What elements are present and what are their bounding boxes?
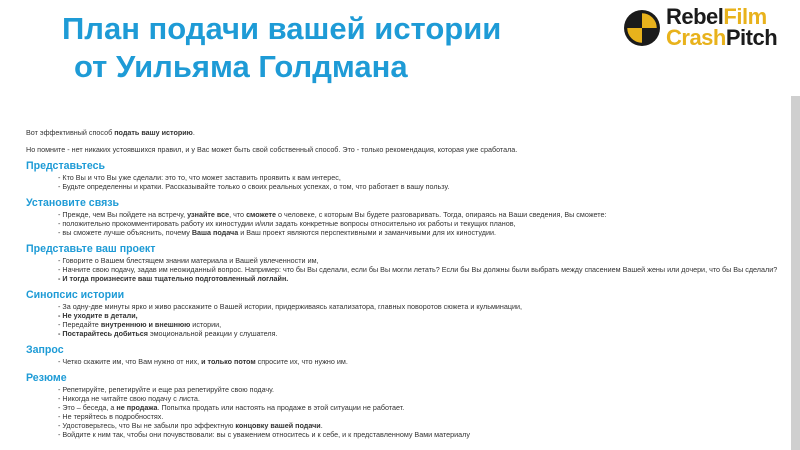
bullet-emphasis: не продажа	[116, 403, 158, 412]
bullet-text: . Попытка продать или настоять на продаже в этой ситуации не работает.	[157, 403, 405, 412]
intro-line-1	[26, 128, 786, 137]
list-item: - Никогда не читайте свою подачу с листа.	[58, 394, 200, 403]
bullet-emphasis: - И тогда произнесите ваш тщательно подготовленный логлайн.	[58, 274, 289, 283]
intro-text-end: .	[192, 128, 195, 137]
page-title-line2: от Уильяма Голдмана	[74, 49, 408, 84]
list-item	[58, 210, 786, 219]
logo-wordmark	[666, 6, 777, 48]
project-bullets	[26, 256, 786, 283]
bullet-text: .	[320, 421, 323, 430]
rebel-film-crash-pitch-logo	[623, 6, 793, 52]
section-title-summary: Резюме	[26, 372, 67, 384]
section-synopsis	[26, 289, 786, 338]
logo-word-crash: Crash	[666, 25, 726, 50]
request-bullets	[26, 357, 786, 366]
list-item: - За одну-две минуты ярко и живо расскажите о Вашей истории, придерживаясь катализатора, главных поворотов сюжета и кульминации,	[58, 302, 523, 311]
list-item: - Не теряйтесь в подробностях.	[58, 412, 164, 421]
section-title-project: Представьте ваш проект	[26, 243, 156, 255]
connect-bullets	[26, 210, 786, 237]
section-title-connect: Установите связь	[26, 197, 120, 209]
bullet-emphasis: внутреннюю и внешнюю	[100, 320, 191, 329]
section-summary	[26, 372, 786, 439]
list-item	[58, 228, 786, 237]
bullet-emphasis: узнайте все	[187, 210, 230, 219]
bullet-text: - вы сможете лучше объяснить, почему	[58, 228, 192, 237]
bullet-emphasis: концовку вашей подачи	[235, 421, 321, 430]
bullet-text: - Это – беседа, а	[58, 403, 117, 412]
section-connect	[26, 197, 786, 237]
logo-word-rebel: Rebel	[666, 4, 724, 29]
bullet-emphasis: Ваша подача	[191, 228, 239, 237]
right-accent-bar	[791, 96, 800, 450]
intro-emphasis: подать вашу историю	[114, 128, 193, 137]
list-item: - Репетируйте, репетируйте и еще раз репетируйте свою подачу.	[58, 385, 275, 394]
list-item	[58, 329, 786, 338]
section-title-synopsis: Синопсис истории	[26, 289, 125, 301]
list-item	[58, 320, 786, 329]
section-request	[26, 344, 786, 366]
section-title-introduce: Представьтесь	[26, 160, 105, 172]
logo-word-pitch: Pitch	[725, 25, 778, 50]
list-item: - Говорите о Вашем блестящем знании материала и Вашей увлеченности им,	[58, 256, 319, 265]
bullet-text: о человеке, с которым Вы будете разговаривать. Тогда, опираясь на Ваши сведения, Вы сможете:	[276, 210, 607, 219]
logo-word-film: Film	[723, 4, 767, 29]
bullet-text: , что	[229, 210, 247, 219]
list-item: - Будьте определенны и кратки. Рассказывайте только о своих реальных успехах, о том, что работает в вашу пользу.	[58, 182, 450, 191]
page-title	[62, 10, 602, 86]
crash-test-target-icon	[623, 9, 661, 47]
intro-line-2: Но помните - нет никаких устоявшихся правил, и у Вас может быть свой собственный способ. Это - только рекомендация, которая уже сработала.	[26, 145, 518, 154]
bullet-text: - Прежде, чем Вы пойдете на встречу,	[58, 210, 188, 219]
introduce-bullets	[26, 173, 786, 191]
slide-content	[26, 128, 786, 439]
section-introduce	[26, 160, 786, 191]
list-item: - Войдите к ним так, чтобы они почувствовали: вы с уважением относитесь и к себе, и к представленному Вами материалу	[58, 430, 470, 439]
list-item	[58, 403, 786, 412]
page-title-line1: План подачи вашей истории	[62, 11, 502, 46]
bullet-text: и Ваш проект являются перспективными и заманчивыми для их киностудии.	[238, 228, 497, 237]
list-item: - Кто Вы и что Вы уже сделали: это то, что может заставить проявить к вам интерес,	[58, 173, 341, 182]
section-project	[26, 243, 786, 283]
bullet-text: - Передайте	[58, 320, 101, 329]
intro-text: Вот эффективный способ	[26, 128, 115, 137]
bullet-text: спросите их, что нужно им.	[255, 357, 348, 366]
bullet-text: истории,	[190, 320, 222, 329]
list-item	[58, 311, 786, 320]
synopsis-bullets	[26, 302, 786, 338]
list-item	[58, 421, 786, 430]
bullet-emphasis: - Постарайтесь добиться	[58, 329, 148, 338]
bullet-text: эмоциональной реакции у слушателя.	[147, 329, 278, 338]
bullet-text: - Удостоверьтесь, что Вы не забыли про эффектную	[58, 421, 236, 430]
bullet-emphasis: и только потом	[201, 357, 256, 366]
list-item	[58, 274, 786, 283]
section-title-request: Запрос	[26, 344, 64, 356]
list-item: - Начните свою подачу, задав им неожиданный вопрос. Например: что бы Вы сделали, если бы Вы могли летать? Если бы Вы должны были выбрать между спасением Вашей жены или дочери, что бы Вы сделали?	[58, 265, 778, 274]
summary-bullets	[26, 385, 786, 439]
bullet-text: - Четко скажите им, что Вам нужно от них,	[58, 357, 202, 366]
list-item: - положительно прокомментировать работу их киностудии и/или задать конкретные вопросы относительно их работы и текущих планов,	[58, 219, 516, 228]
list-item	[58, 357, 786, 366]
bullet-emphasis: - Не уходите в детали,	[58, 311, 138, 320]
bullet-emphasis: сможете	[246, 210, 276, 219]
